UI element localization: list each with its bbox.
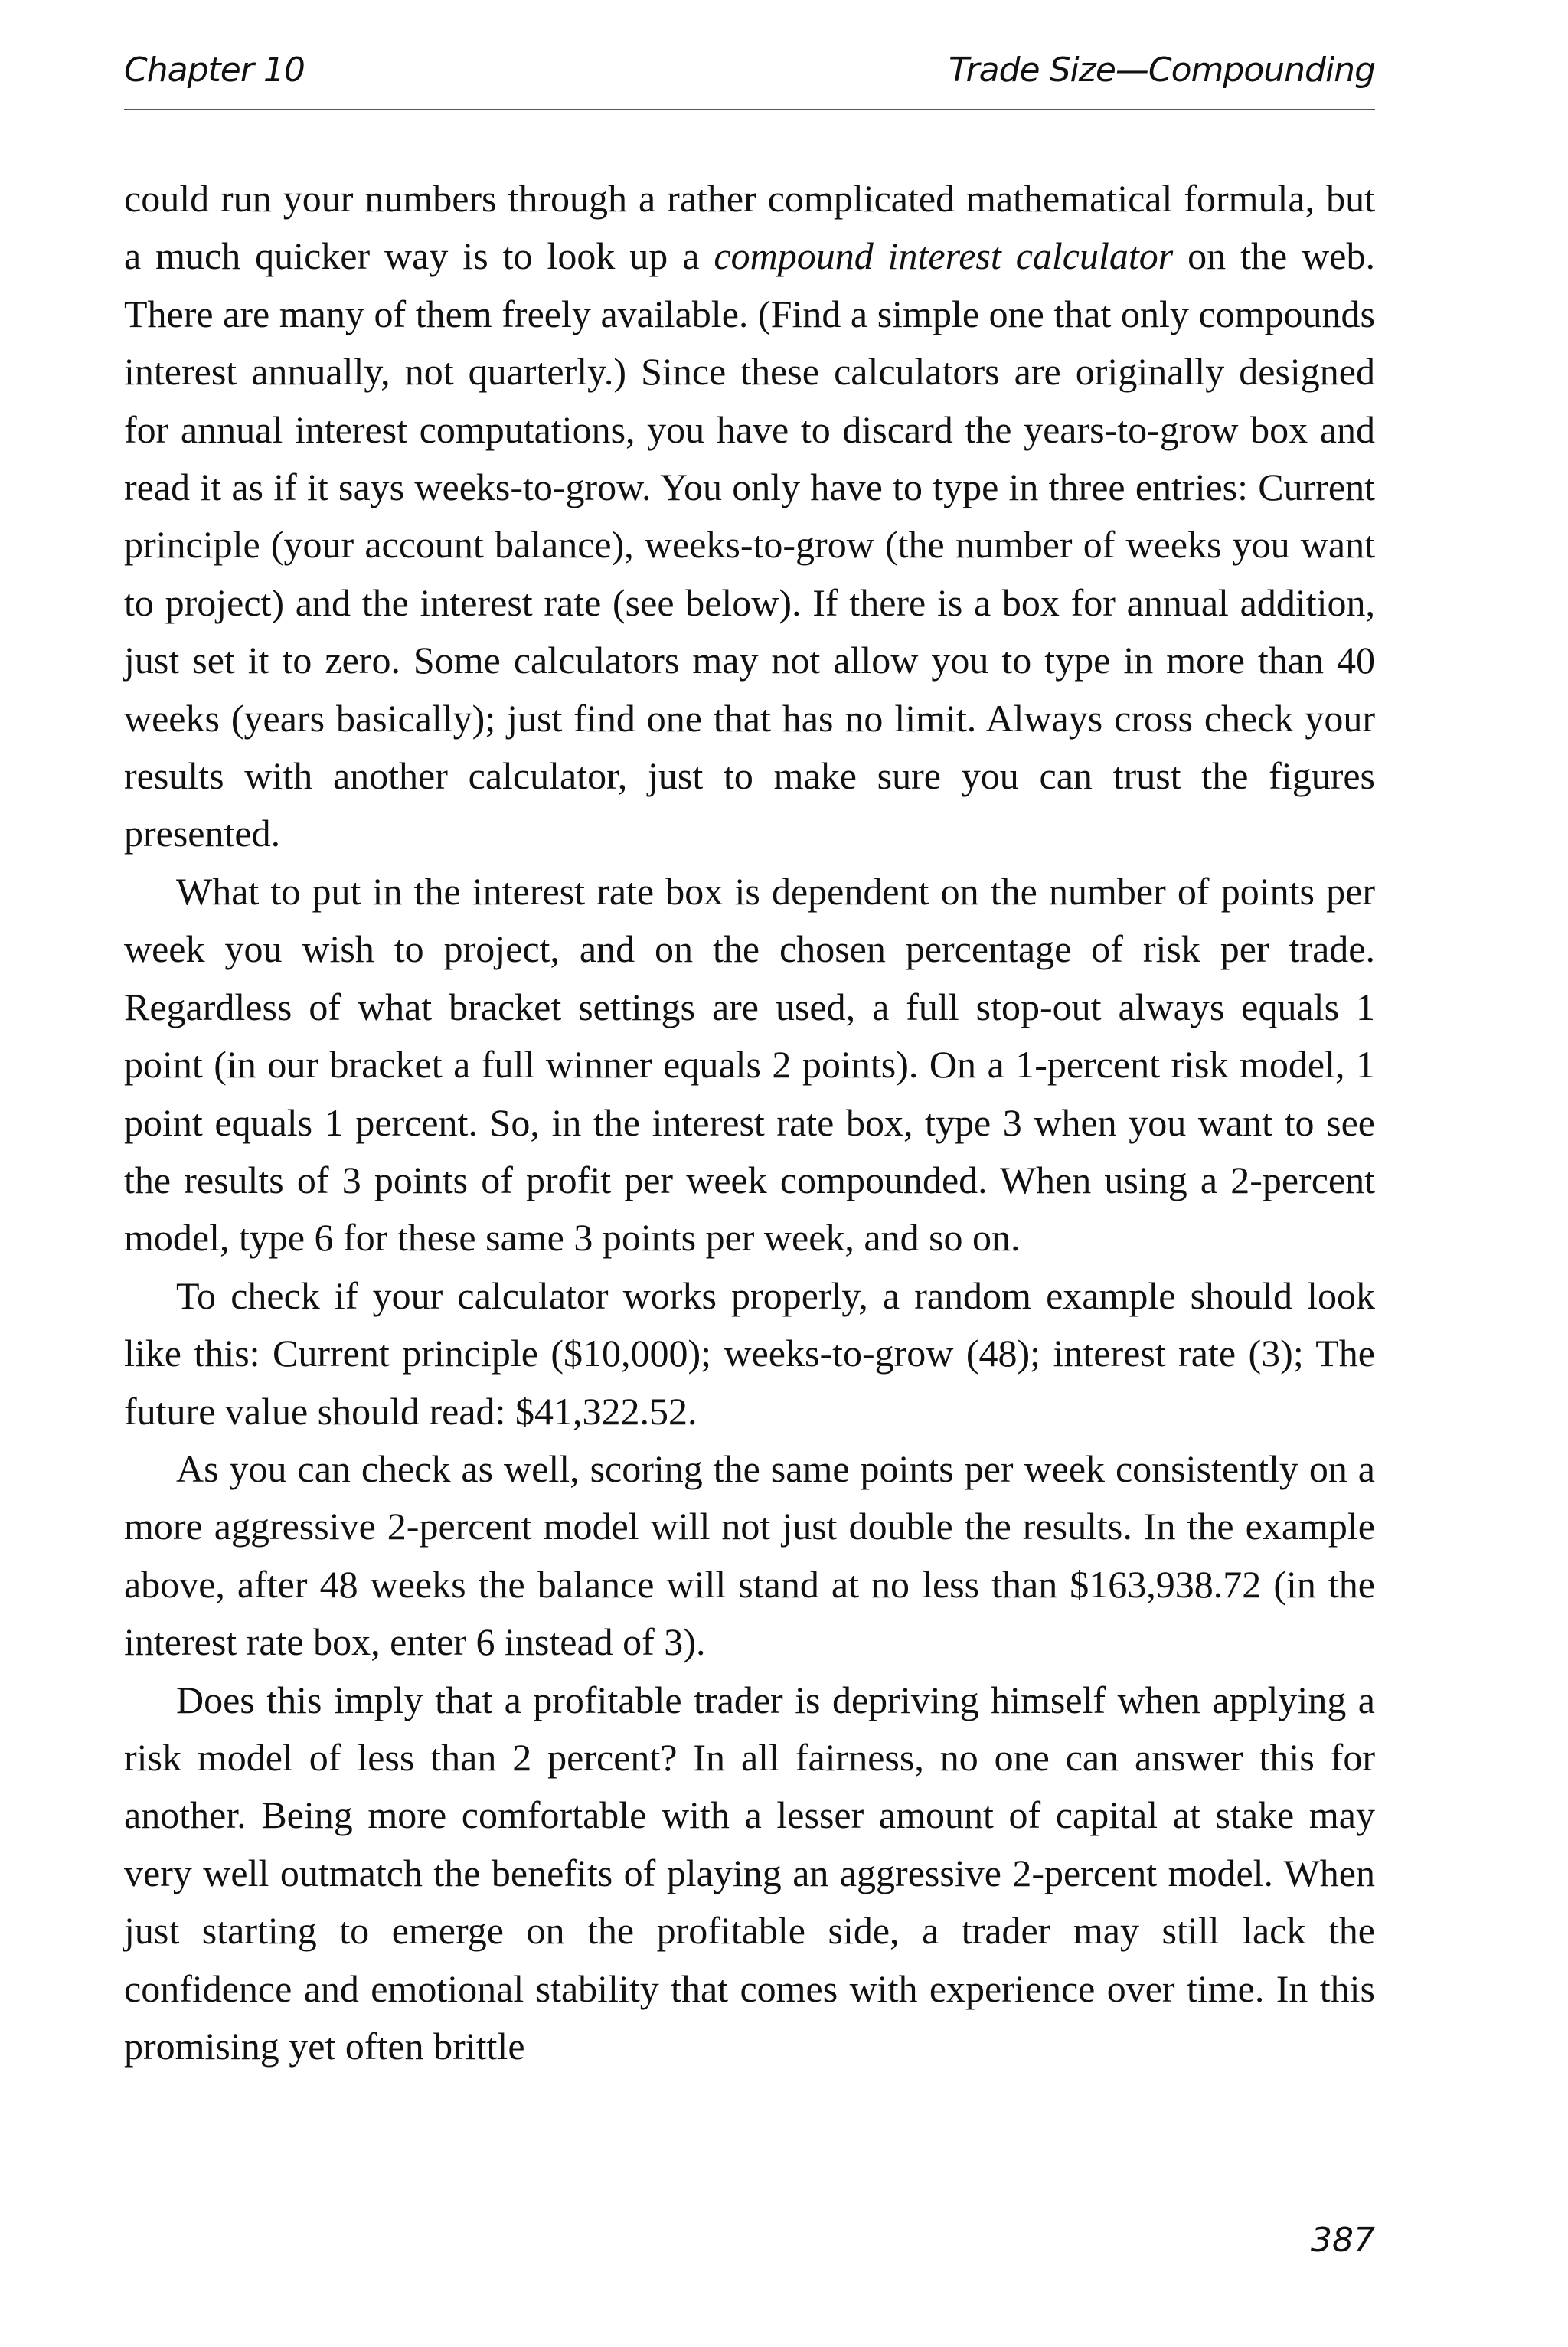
chapter-label: Chapter 10 — [124, 51, 305, 90]
paragraph-4-text: As you can check as well, scoring the same points per week consistently on a more aggressive 2-percent model will not just double the results. In the example above, after 48 weeks the balance will stand at no less than $163,938.72 (in the interest rate box, enter 6 instead of 3). — [124, 1446, 1375, 1664]
header-rule — [124, 109, 1375, 110]
paragraph-5-text: Does this imply that a profitable trader is depriving himself when applying a risk model of less than 2 percent? In all fairness, no one can answer this for another. Being more comfortable with a lesser amount of capital at stake may very well outmatch the benefits of playing an aggressive 2-percent model. When just starting to emerge on the profitable side, a trader may still lack the confidence and emotional stability that comes with experience over time. In this promising yet often brittle — [124, 1678, 1375, 2068]
paragraph-3-text: To check if your calculator works properly, a random example should look like this: Current principle ($10,000); weeks-to-grow (48); interest rate (3); The future value should read: $41,322.52. — [124, 1273, 1375, 1433]
paragraph-3 — [124, 1267, 1375, 1440]
section-title: Trade Size—Compounding — [949, 51, 1375, 90]
page-number: 387 — [1311, 2221, 1375, 2260]
paragraph-1 — [124, 170, 1375, 863]
paragraph-1-segment-1: could run your numbers through a rather complicated mathematical formula, but a much quicker way is to look up a — [124, 177, 1375, 278]
paragraph-5 — [124, 1672, 1375, 2076]
paragraph-2-text: What to put in the interest rate box is dependent on the number of points per week you wish to project, and on the chosen percentage of risk per trade. Regardless of what bracket settings are used, a full stop-out always equals 1 point (in our bracket a full winner equals 2 points). On a 1-percent risk model, 1 point equals 1 percent. So, in the interest rate box, type 3 when you want to see the results of 3 points of profit per week compounded. When using a 2-percent model, type 6 for these same 3 points per week, and so on. — [124, 869, 1375, 1260]
paragraph-4 — [124, 1440, 1375, 1672]
running-head — [124, 51, 1375, 104]
paragraph-2 — [124, 863, 1375, 1267]
paragraph-1-segment-3: on the web. There are many of them freely available. (Find a simple one that only compounds interest annually, not quarterly.) Since these calculators are originally designed for annual interest computations, you have to discard the years-to-grow box and read it as if it says weeks-to-grow. You only have to type in three entries: Current principle (your account balance), weeks-to-grow (the number of weeks you want to project) and the interest rate (see below). If there is a box for annual addition, just set it to zero. Some calculators may not allow you to type in more than 40 weeks (years basically); just find one that has no limit. Always cross check your results with another calculator, just to make sure you can trust the figures presented. — [124, 234, 1375, 855]
paragraph-1-segment-2-italic: compound interest calculator — [714, 234, 1174, 278]
body-text — [124, 170, 1375, 2075]
